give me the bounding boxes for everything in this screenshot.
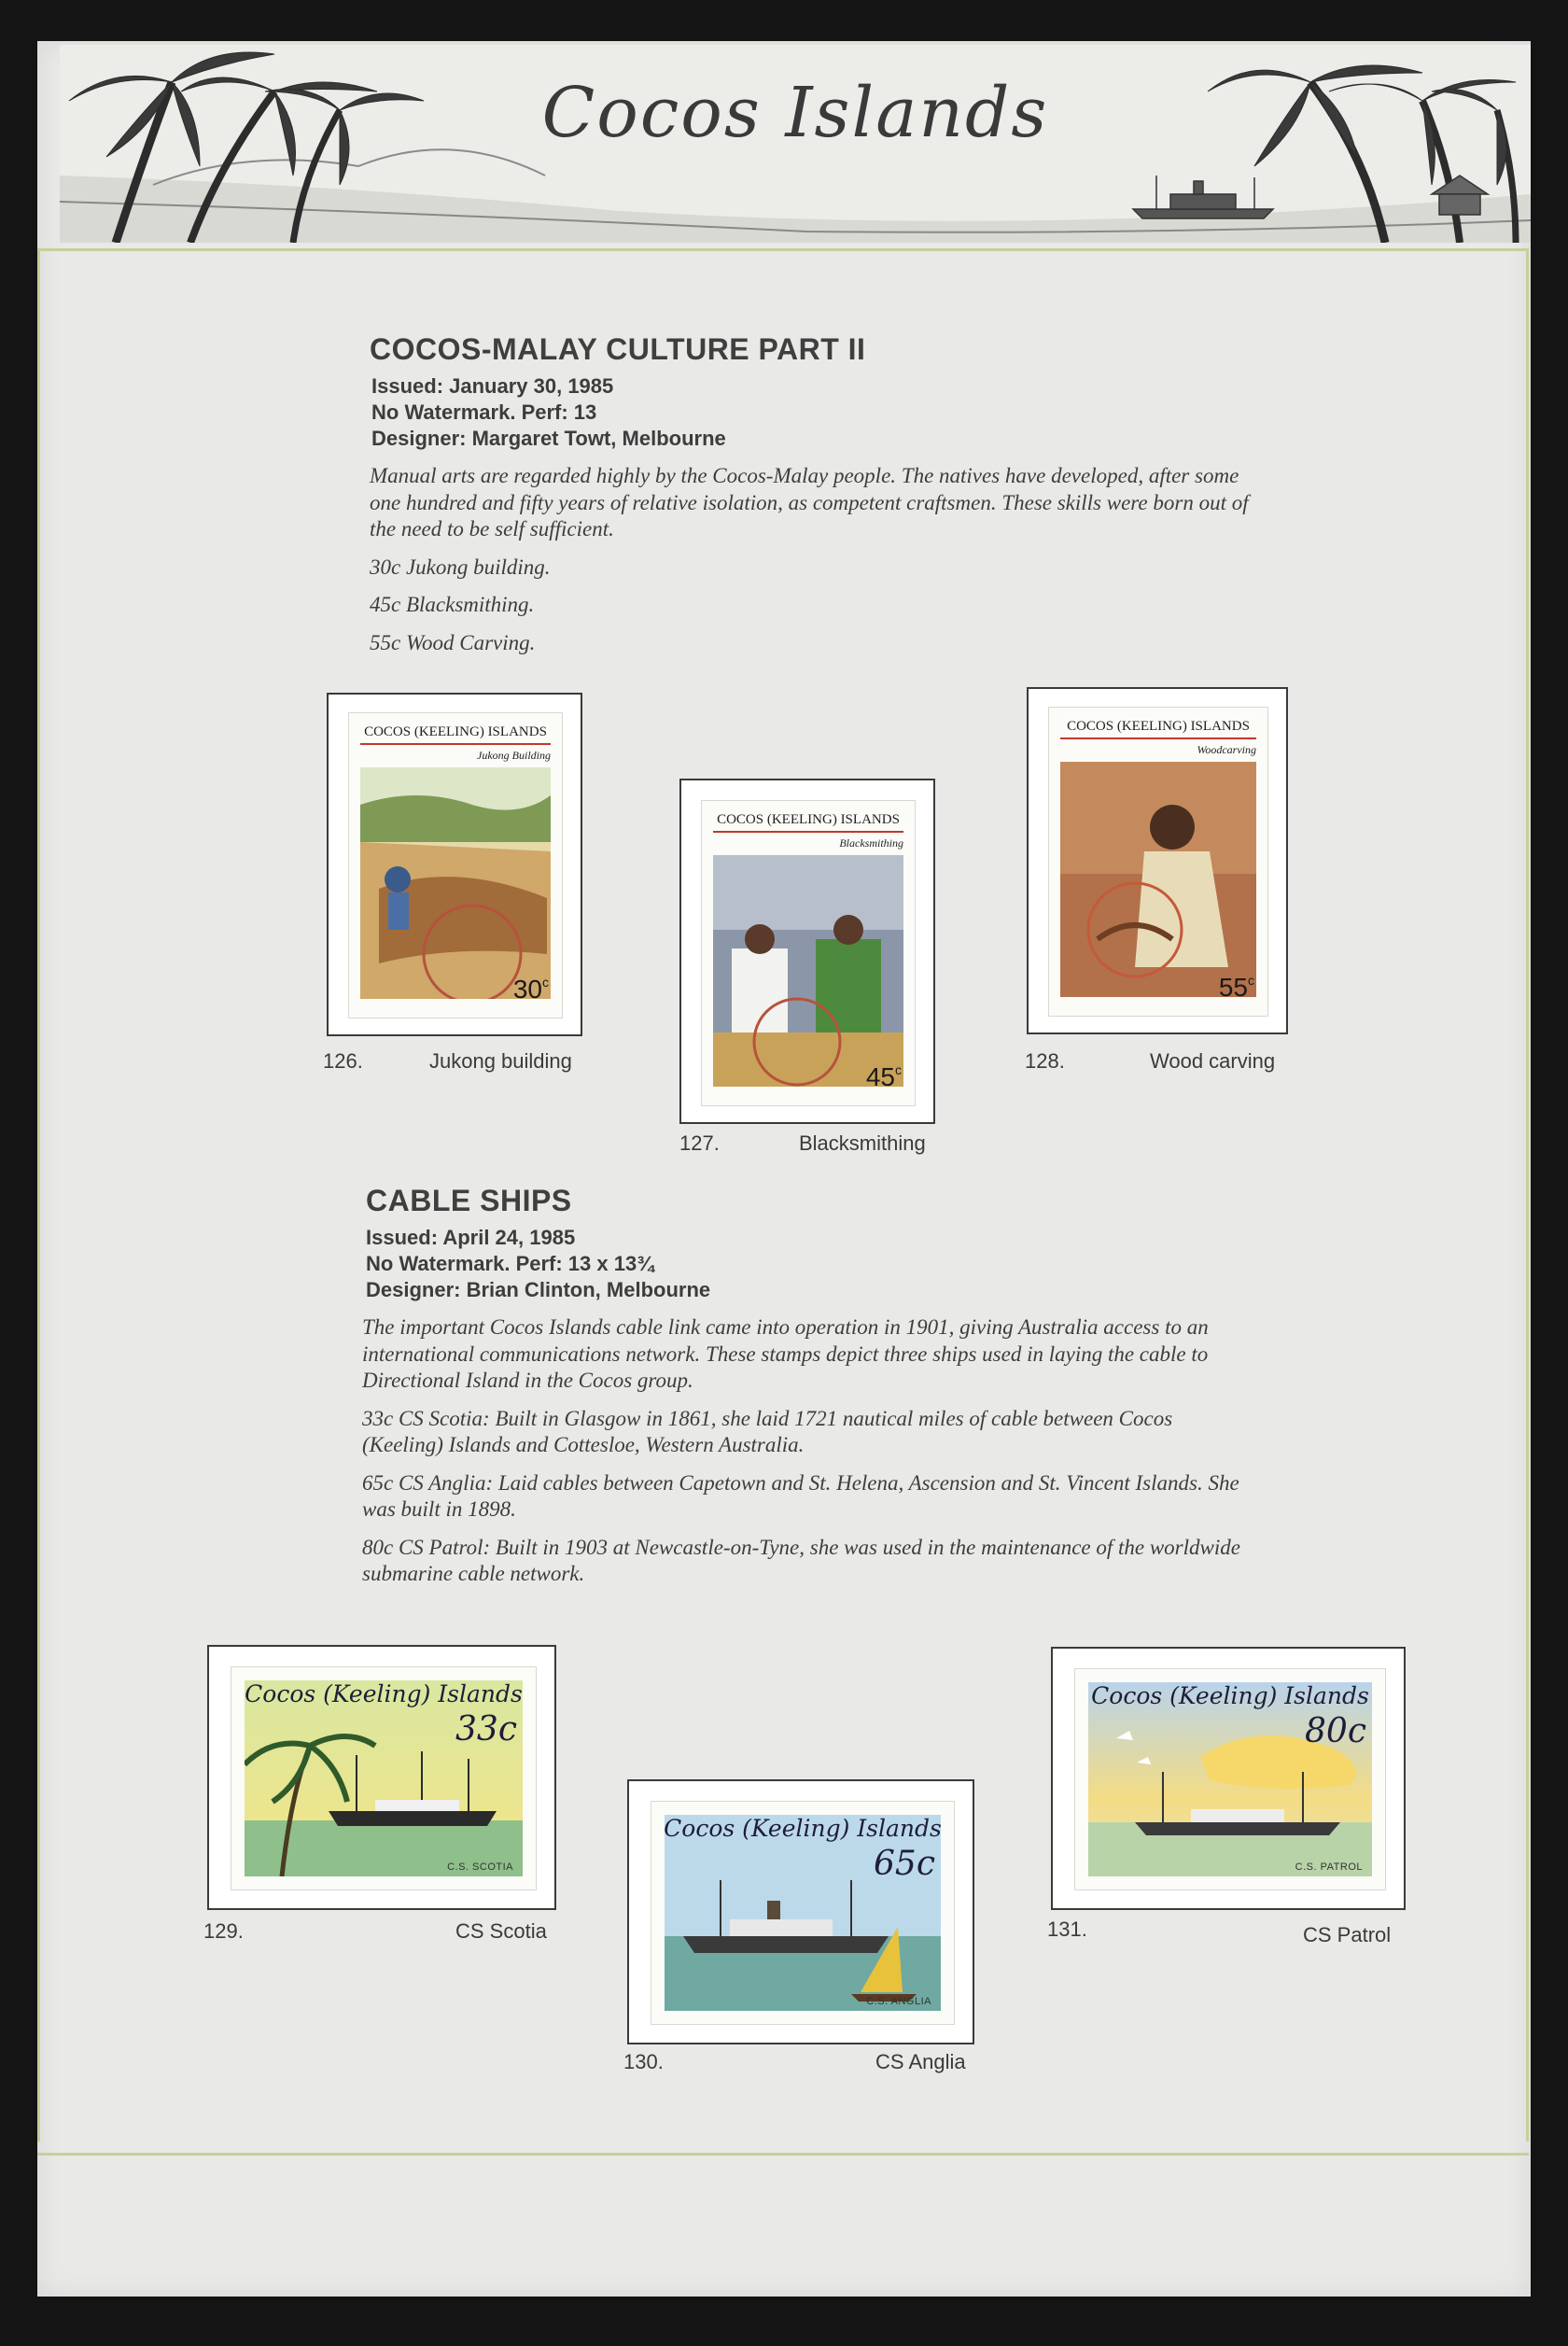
stamp-caption: CS Anglia xyxy=(875,2050,966,2073)
catalog-number: 126. xyxy=(323,1049,363,1073)
stamp-value: 45$^c$ xyxy=(865,1062,902,1091)
ship-name: C.S. ANGLIA xyxy=(866,1996,931,2007)
stamp-country: Cocos (Keeling) Islands xyxy=(245,1680,523,1707)
ship-name: C.S. SCOTIA xyxy=(447,1861,513,1873)
stamp-value: 30$^c$ xyxy=(512,975,549,1004)
stamp-caption: CS Patrol xyxy=(1303,1923,1392,1946)
catalog-number: 127. xyxy=(679,1131,720,1155)
catalog-number: 130. xyxy=(623,2050,664,2073)
section2-details xyxy=(366,1225,710,1303)
stamp-artwork xyxy=(360,767,551,999)
stamp-mount-131[interactable] xyxy=(1051,1647,1406,1910)
stamp-cs-patrol xyxy=(1075,1669,1385,1889)
stamp-artwork xyxy=(713,855,903,1087)
section1-text xyxy=(370,463,1256,667)
stamp-country: COCOS (KEELING) ISLANDS xyxy=(717,812,900,827)
designer: Designer: Margaret Towt, Melbourne xyxy=(371,427,726,450)
stamp-caption: CS Scotia xyxy=(455,1919,547,1943)
stamp-rule xyxy=(360,743,551,745)
designer: Designer: Brian Clinton, Melbourne xyxy=(366,1278,711,1301)
stamp-woodcarving xyxy=(1049,708,1267,1016)
stamp-subject: Blacksmithing xyxy=(839,836,903,850)
stamp-rule xyxy=(713,831,903,833)
issued-date: Issued: January 30, 1985 xyxy=(371,374,614,398)
catalog-number: 128. xyxy=(1025,1049,1065,1073)
stamp-jukong-building xyxy=(349,713,562,1018)
stamp-value: 33c xyxy=(455,1710,517,1749)
stamp-rule xyxy=(1060,738,1256,739)
stamp-artwork xyxy=(1060,762,1256,997)
section2-item: 80c CS Patrol: Built in 1903 at Newcastle-on-Tyne, she was used in the maintenance of the worldwide submarine cable network. xyxy=(362,1535,1240,1585)
stamp-mount-127[interactable] xyxy=(679,779,935,1124)
stamp-caption: Blacksmithing xyxy=(799,1131,926,1155)
stamp-cs-scotia xyxy=(231,1667,536,1889)
section1-item: 30c Jukong building. xyxy=(370,555,551,579)
page-frame-bottom xyxy=(37,2153,1529,2156)
stamp-subject: Jukong Building xyxy=(477,749,551,762)
section2-item: 65c CS Anglia: Laid cables between Capetown and St. Helena, Ascension and St. Vincent Islands. She was built in 1898. xyxy=(362,1470,1239,1521)
header-banner xyxy=(60,45,1531,243)
stamp-mount-126[interactable] xyxy=(327,693,582,1036)
stamp-mount-130[interactable] xyxy=(627,1779,974,2044)
ship-name: C.S. PATROL xyxy=(1295,1861,1363,1873)
stamp-value: 80c xyxy=(1305,1712,1366,1750)
section1-details xyxy=(371,373,726,452)
stamp-country: Cocos (Keeling) Islands xyxy=(664,1815,942,1842)
stamp-subject: Woodcarving xyxy=(1197,743,1256,756)
section-title-cable-ships: CABLE SHIPS xyxy=(366,1184,572,1217)
stamp-caption: Jukong building xyxy=(429,1049,572,1073)
stamp-country: COCOS (KEELING) ISLANDS xyxy=(1067,719,1250,734)
section1-description: Manual arts are regarded highly by the Cocos-Malay people. The natives have developed, after some one hundred and fifty years of relative isolation, as competent craftsmen. These skills were born out of the need to be self sufficient. xyxy=(370,464,1249,541)
stamp-caption: Wood carving xyxy=(1150,1049,1276,1073)
watermark-perf: No Watermark. Perf: 13 xyxy=(371,400,597,424)
stamp-country: COCOS (KEELING) ISLANDS xyxy=(364,724,547,739)
section1-item: 45c Blacksmithing. xyxy=(370,593,535,616)
section2-text xyxy=(362,1314,1249,1599)
page-title: Cocos Islands xyxy=(541,73,1049,153)
stamp-mount-129[interactable] xyxy=(207,1645,556,1910)
section-title-malay-culture: COCOS-MALAY CULTURE PART II xyxy=(370,332,866,366)
watermark-perf: No Watermark. Perf: 13 x 13¾ xyxy=(366,1252,654,1275)
stamp-value: 65c xyxy=(874,1845,935,1883)
catalog-number: 131. xyxy=(1047,1918,1087,1941)
section2-item: 33c CS Scotia: Built in Glasgow in 1861, she laid 1721 nautical miles of cable between Cocos (Keeling) Islands and Cottesloe, Western Australia. xyxy=(362,1406,1173,1456)
stamp-country: Cocos (Keeling) Islands xyxy=(1091,1682,1369,1709)
stamp-cs-anglia xyxy=(651,1802,954,2024)
section2-description: The important Cocos Islands cable link came into operation in 1901, giving Australia access to an international communications network. These stamps depict three ships used in laying the cable to Directional Island in the Cocos group. xyxy=(362,1315,1209,1392)
stamp-mount-128[interactable] xyxy=(1027,687,1288,1034)
stamp-value: 55$^c$ xyxy=(1218,973,1254,1002)
section1-item: 55c Wood Carving. xyxy=(370,630,536,654)
catalog-number: 129. xyxy=(203,1919,244,1943)
stamp-blacksmithing xyxy=(702,801,915,1105)
issued-date: Issued: April 24, 1985 xyxy=(366,1226,576,1249)
